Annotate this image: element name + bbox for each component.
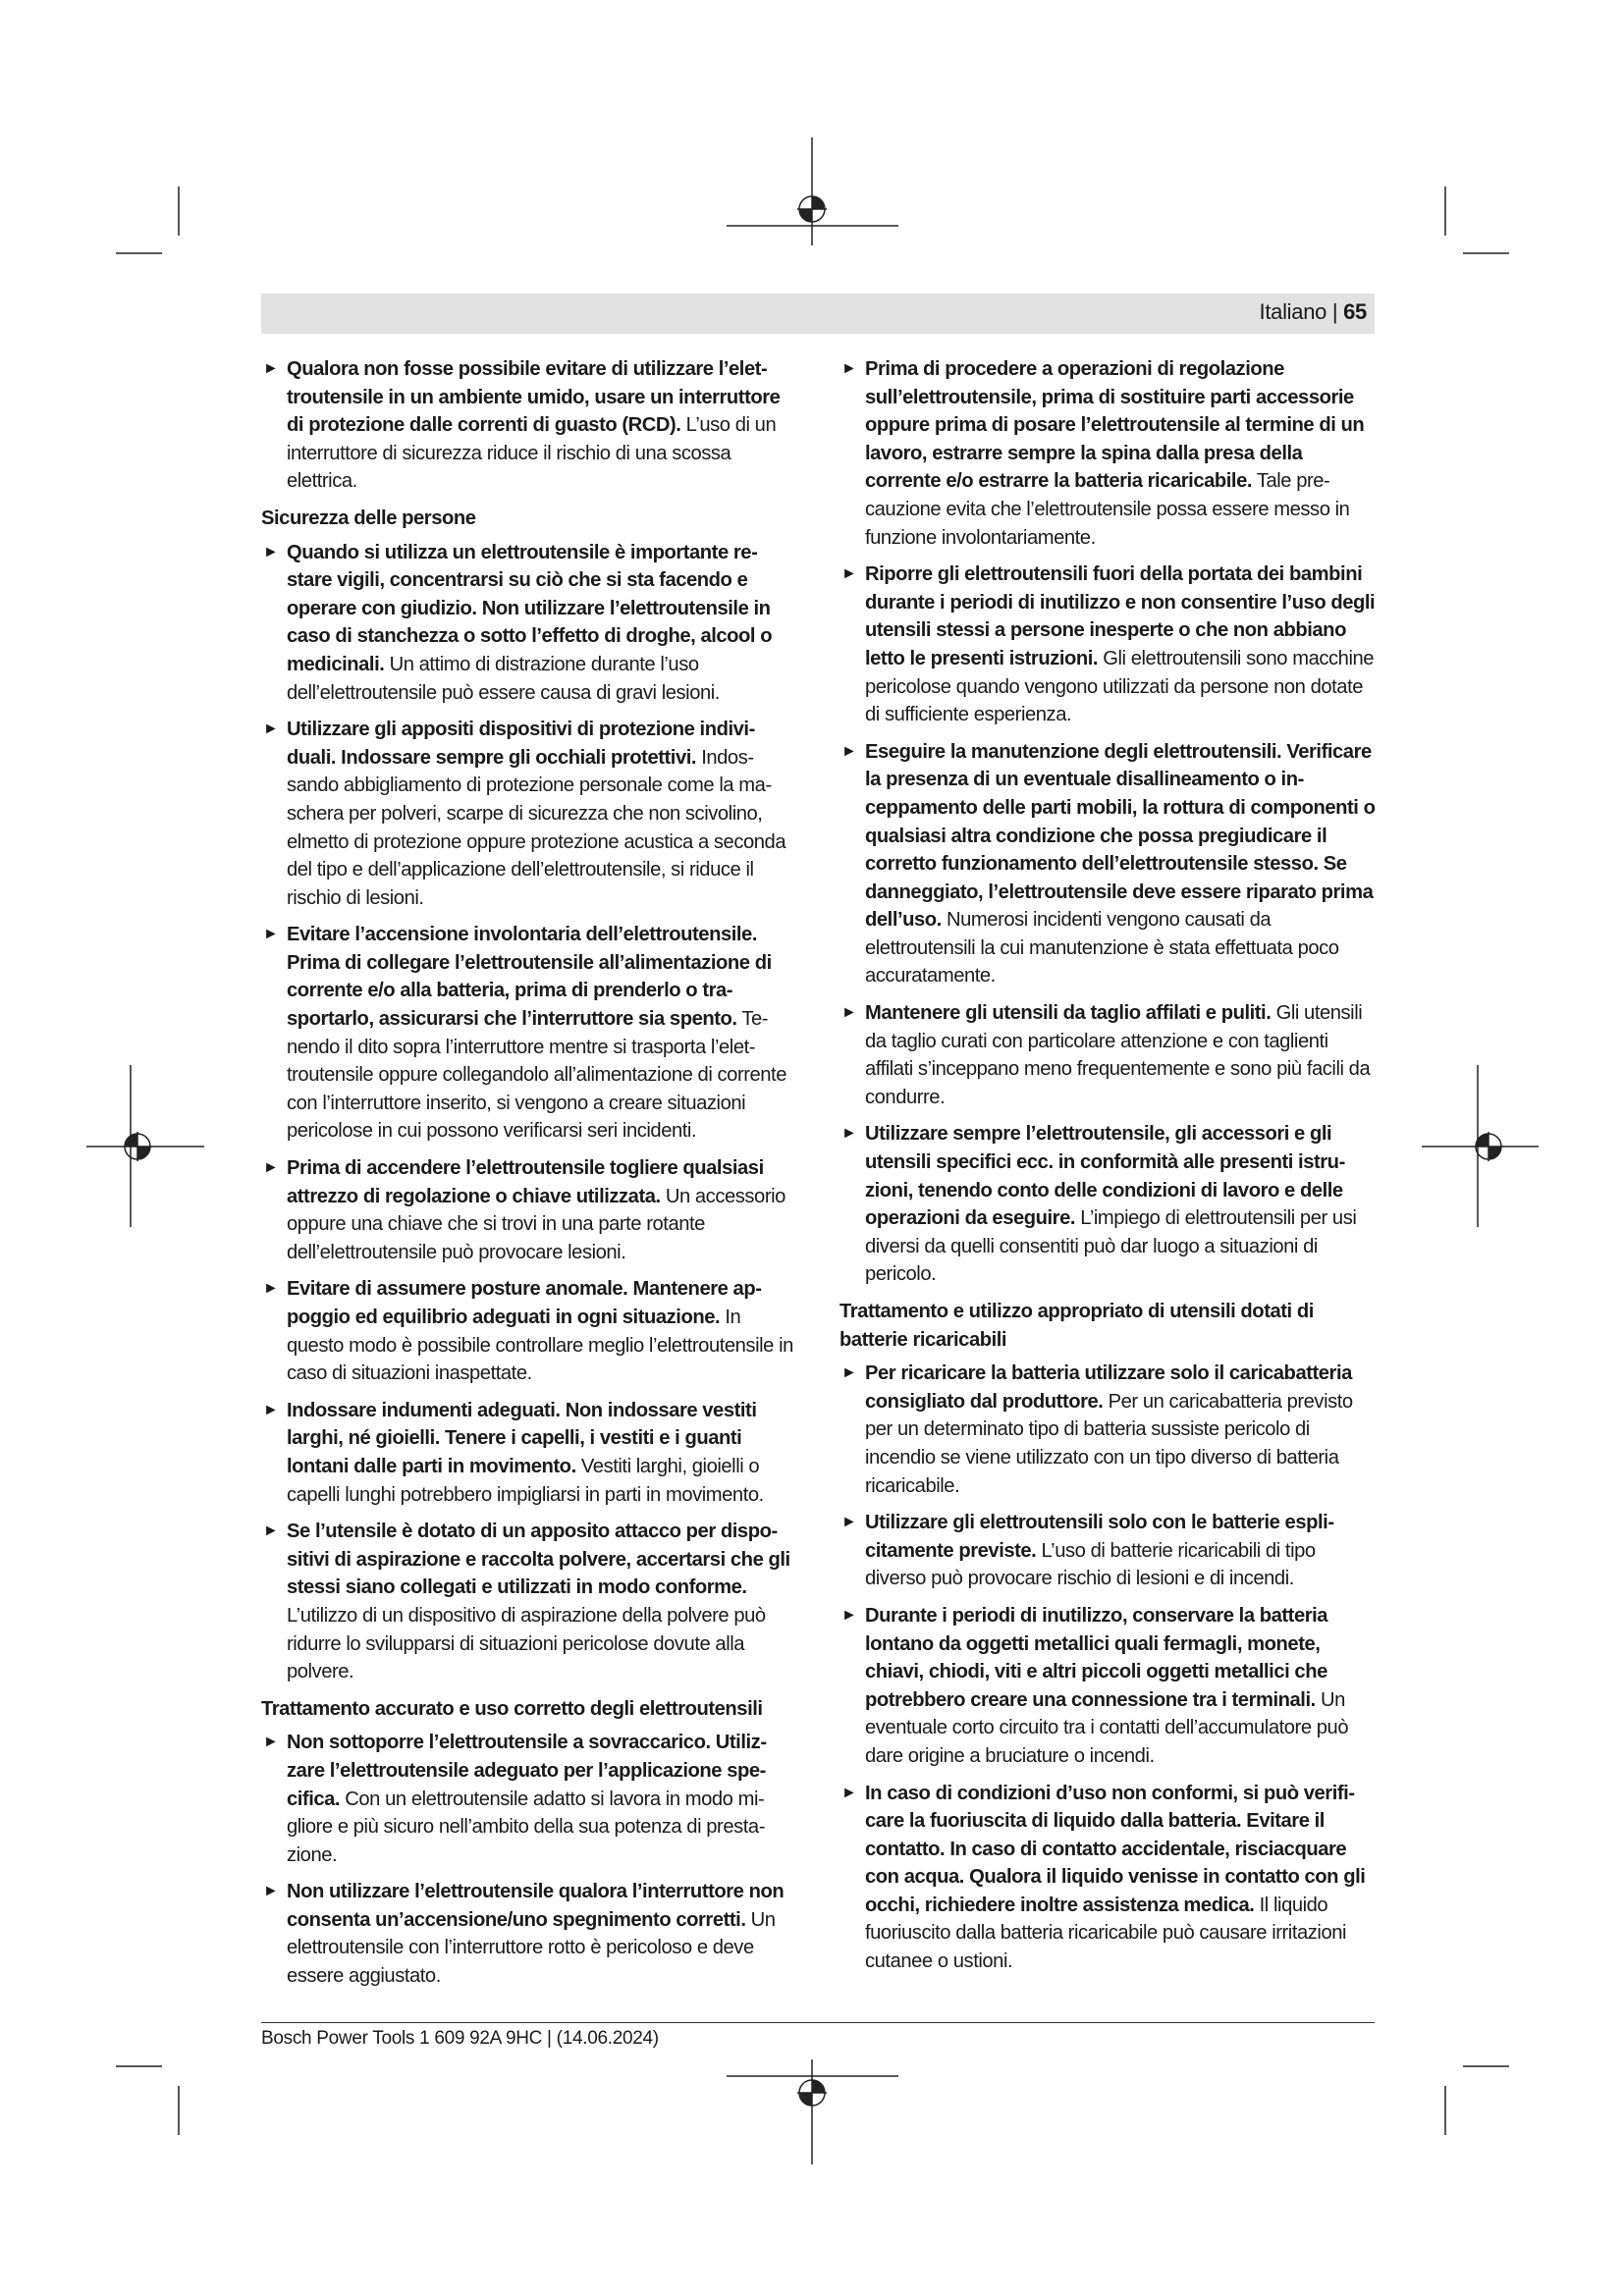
triangle-bullet-icon: ► [841,360,857,377]
list-item [839,1360,1377,1500]
instruction-bold: Non sottoporre l’elettroutensile a sovraccarico. Utilizzare l’elettroutensile adeguato per l’applicazione specifica. [287,1732,768,1810]
instruction-bold: Indossare indumenti adeguati. Non indossare vestiti larghi, né gioielli. Tenere i capelli, i vestiti e i guanti lontani dalle parti in movimento. [287,1399,757,1477]
header-language: Italiano [1259,299,1327,324]
header-label: Italiano | 65 [1259,299,1367,324]
list-item [839,355,1377,552]
triangle-bullet-icon: ► [841,565,857,583]
list-item [261,921,795,1146]
instruction-text: In questo modo è possibile controllare meglio l’elettroutensile in caso di situazioni inaspettate. [287,1307,793,1385]
section-title-batterie: Trattamento e utilizzo appropriato di utensili dotati di batterie ricaricabili [839,1301,1314,1351]
triangle-bullet-icon: ► [263,1401,279,1418]
instruction-bold: Evitare di assumere posture anomale. Mantenere appoggio ed equilibrio adeguati in ogni situazione. [287,1278,762,1328]
triangle-bullet-icon: ► [841,1606,857,1624]
triangle-bullet-icon: ► [263,1734,279,1751]
footer-publisher-info: Bosch Power Tools 1 609 92A 9HC | (14.06.2024) [261,2028,659,2049]
instruction-bold: Qualora non fosse possibile evitare di utilizzare l’elettroutensile in un ambiente umido, usare un interruttore di protezione dalle correnti di guasto (RCD). [287,358,781,437]
instruction-bold: Per ricaricare la batteria utilizzare solo il caricabatteria consigliato dal produttore. [865,1362,1352,1413]
list-item [839,738,1377,990]
instruction-text: Tale precauzione evita che l’elettroutensile possa essere messo in funzione involontariamente. [865,470,1350,549]
list-item [261,1878,795,1990]
triangle-bullet-icon: ► [263,926,279,943]
instruction-bold: Prima di procedere a operazioni di regolazione sull’elettroutensile, prima di sostituire parti accessorie oppure prima di posare l’elettroutensile al termine di un lavoro, estrarre sempre la spina dalla presa della corrente e/o estrarre la batteria ricaricabile. [865,358,1365,493]
instruction-text: Il liquido fuoriuscito dalla batteria ricaricabile può causare irritazioni cutanee o ustioni. [865,1894,1347,1973]
instruction-bold: Utilizzare gli appositi dispositivi di protezione individuali. Indossare sempre gli occhiali protettivi. [287,719,756,769]
page-header [261,294,1375,334]
instruction-bold: In caso di condizioni d’uso non conformi, si può verificare la fuoriuscita di liquido dalla batteria. Evitare il contatto. In caso di contatto accidentale, risciacquare con acqua. Qualora il liquido venisse in contatto con gli occhi, richiedere inoltre assistenza medica. [865,1782,1366,1916]
right-items-a [839,355,1377,1289]
list-item [839,1120,1377,1289]
triangle-bullet-icon: ► [263,1883,279,1900]
triangle-bullet-icon: ► [841,1514,857,1531]
list-item [261,716,795,912]
instruction-bold: Se l’utensile è dotato di un apposito attacco per dispositivi di aspirazione e raccolta polvere, accertarsi che gli stessi siano collegati e utilizzati in modo conforme. [287,1521,790,1599]
instruction-bold: Utilizzare sempre l’elettroutensile, gli accessori e gli utensili specifici ecc. in conformità alle presenti istruzioni, tenendo conto delle condizioni di lavoro e delle operazioni da eseguire. [865,1123,1346,1230]
list-item [839,1780,1377,1976]
list-item [261,1154,795,1266]
right-items-b [839,1360,1377,1975]
instruction-bold: Prima di accendere l’elettroutensile togliere qualsiasi attrezzo di regolazione o chiave utilizzata. [287,1157,764,1207]
instruction-text: Un attimo di distrazione durante l’uso dell’elettroutensile può essere causa di gravi lesioni. [287,653,720,704]
left-items-b [261,539,795,1686]
instruction-bold: Mantenere gli utensili da taglio affilati e puliti. [865,1002,1272,1025]
triangle-bullet-icon: ► [263,1280,279,1298]
triangle-bullet-icon: ► [841,742,857,760]
instruction-text: Con un elettroutensile adatto si lavora in modo migliore e più sicuro nell’ambito della sua potenza di prestazione. [287,1788,766,1866]
instruction-bold: Evitare l’accensione involontaria dell’elettroutensile. Prima di collegare l’elettroutensile all’alimentazione di corrente e/o alla batteria, prima di prenderlo o trasportarlo, assicurarsi che l’interruttore sia spento. [287,924,772,1031]
triangle-bullet-icon: ► [263,1159,279,1177]
list-item [839,1509,1377,1593]
instruction-bold: Utilizzare gli elettroutensili solo con le batterie esplicitamente previste. [865,1512,1335,1562]
triangle-bullet-icon: ► [841,1125,857,1143]
left-items-c [261,1729,795,1990]
footer-divider [261,2022,1375,2023]
instruction-text: L’uso di un interruttore di sicurezza riduce il rischio di una scossa elettrica. [287,414,777,493]
instruction-text: Vestiti larghi, gioielli o capelli lunghi potrebbero impigliarsi in parti in movimento. [287,1455,764,1506]
instruction-text: Un eventuale corto circuito tra i contatti dell’accumulatore può dare origine a bruciature o incendi. [865,1688,1349,1767]
page-number: 65 [1343,299,1367,324]
instruction-text: Numerosi incidenti vengono causati da elettroutensili la cui manutenzione è stata effettuata poco accuratamente. [865,909,1339,988]
section-title-trattamento: Trattamento accurato e uso corretto degli elettroutensili [261,1697,763,1720]
instruction-text: Indossando abbigliamento di protezione personale come la maschera per polveri, scarpe di sicurezza che non scivolino, elmetto di protezione oppure protezione acustica a seconda del tipo e dell’applicazione dell’elettroutensile, si riduce il rischio di lesioni. [287,746,786,909]
list-item [839,561,1377,729]
list-item [261,1397,795,1509]
instruction-text: Gli elettroutensili sono macchine pericolose quando vengono utilizzati da persone non dotate di sufficiente esperienza. [865,647,1375,726]
instruction-bold: Non utilizzare l’elettroutensile qualora l’interruttore non consenta un’accensione/uno spegnimento corretti. [287,1881,785,1931]
instruction-text: L’utilizzo di un dispositivo di aspirazione della polvere può ridurre lo svilupparsi di situazioni pericolose dovute alla polvere. [287,1604,766,1683]
list-item [261,355,795,496]
instruction-bold: Eseguire la manutenzione degli elettroutensili. Verificare la presenza di un eventuale disallineamento o inceppamento delle parti mobili, la rottura di componenti o qualsiasi altra condizione che possa pregiudicare il corretto funzionamento dell’elettroutensile stesso. Se danneggiato, l’elettroutensile deve essere riparato prima dell’uso. [865,740,1376,932]
triangle-bullet-icon: ► [841,1784,857,1801]
list-item [261,1518,795,1686]
list-item [261,1275,795,1387]
triangle-bullet-icon: ► [841,1004,857,1022]
triangle-bullet-icon: ► [263,543,279,561]
instruction-text: Un accessorio oppure una chiave che si trovi in una parte rotante dell’elettroutensile può provocare lesioni. [287,1185,785,1263]
triangle-bullet-icon: ► [841,1364,857,1382]
left-items-a [261,355,795,496]
triangle-bullet-icon: ► [263,721,279,738]
section-title-persone: Sicurezza delle persone [261,507,476,529]
left-column [261,355,795,2000]
instruction-bold: Riporre gli elettroutensili fuori della portata dei bambini durante i periodi di inutilizzo e non consentire l’uso degli utensili stessi a persone inesperte o che non abbiano letto le presenti istruzioni. [865,563,1376,669]
instruction-bold: Durante i periodi di inutilizzo, conservare la batteria lontano da oggetti metallici quali fermagli, monete, chiavi, chiodi, viti e altri piccoli oggetti metallici che potrebbero creare una connessione tra i terminali. [865,1604,1328,1711]
instruction-text: Tenendo il dito sopra l’interruttore mentre si trasporta l’elettroutensile oppure collegandolo all’alimentazione di corrente con l’interruttore inserito, si vengono a creare situazioni pericolose in cui possono verificarsi seri incidenti. [287,1008,786,1143]
triangle-bullet-icon: ► [263,360,279,377]
list-item [261,1729,795,1869]
instruction-text: L’uso di batterie ricaricabili di tipo diverso può provocare rischio di lesioni e di incendi. [865,1539,1316,1590]
triangle-bullet-icon: ► [263,1522,279,1540]
instruction-text: L’impiego di elettroutensili per usi diversi da quelli consentiti può dar luogo a situazioni di pericolo. [865,1207,1357,1286]
instruction-text: Un elettroutensile con l’interruttore rotto è pericoloso e deve essere aggiustato. [287,1908,776,1988]
list-item [839,1602,1377,1771]
right-column [839,355,1377,1985]
list-item [261,539,795,708]
instruction-text: Gli utensili da taglio curati con particolare attenzione e con taglienti affilati s’inceppano meno frequentemente e sono più facili da condurre. [865,1002,1371,1108]
list-item [839,999,1377,1111]
instruction-bold: Quando si utilizza un elettroutensile è importante restare vigili, concentrarsi su ciò che si sta facendo e operare con giudizio. Non utilizzare l’elettroutensile in caso di stanchezza o sotto l’effetto di droghe, alcool o medicinali. [287,541,773,675]
instruction-text: Per un caricabatteria previsto per un determinato tipo di batteria sussiste pericolo di incendio se viene utilizzato con un tipo diverso di batteria ricaricabile. [865,1390,1353,1497]
